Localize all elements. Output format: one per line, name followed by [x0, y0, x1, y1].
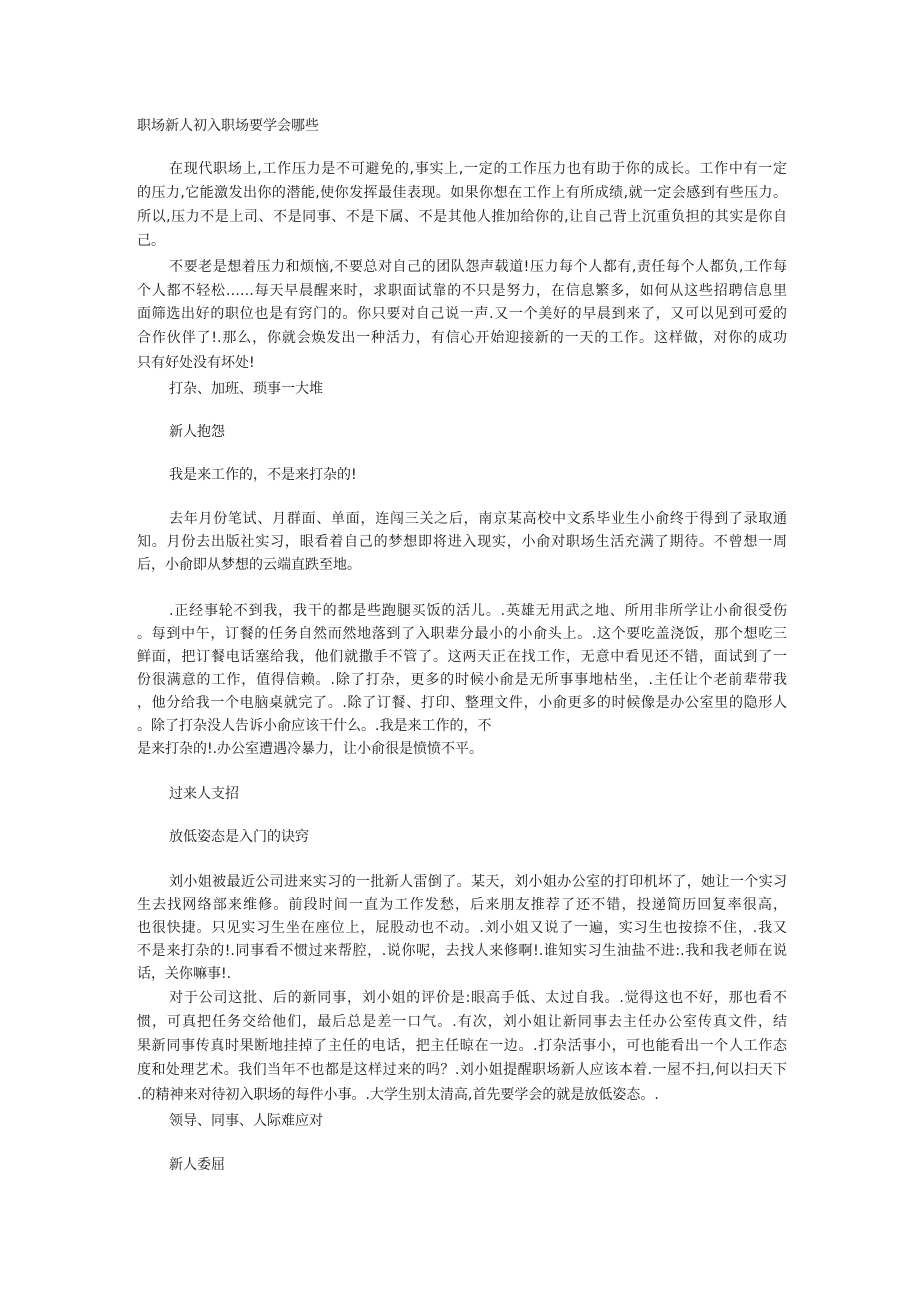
- paragraph-3-line: 去年月份笔试、月群面、单面，连闯三关之后，南京某高校中文系毕业生小俞终于得到了录取通: [169, 511, 787, 527]
- paragraph-5-line: 也很快捷。只见实习生坐在座位上，屁股动也不动。.刘小姐又说了一遍，实习生也按捺不住，.我又: [137, 920, 787, 936]
- section-subheading: 新人委屈: [169, 1157, 225, 1173]
- paragraph-4-line: 是来打杂的!.办公室遭遇冷暴力，让小俞很是愤愤不平。: [137, 741, 484, 757]
- section-subheading: 放低姿态是入门的诀窍: [169, 829, 309, 845]
- section-heading: 领导、同事、人际难应对: [169, 1113, 323, 1129]
- paragraph-4-line: ，他分给我一个电脑桌就完了。.除了订餐、打印、整理文件，小俞更多的时候像是办公室里的隐形人: [137, 695, 787, 711]
- paragraph-2-line: 面筛选出好的职位也是有窍门的。你只要对自己说一声.又一个美好的早晨到来了，又可以见到可爱的: [137, 306, 787, 322]
- paragraph-2-line: 合作伙伴了!.那么，你就会焕发出一种活力，有信心开始迎接新的一天的工作。这样做，对你的成功: [137, 330, 787, 346]
- section-heading: 打杂、加班、琐事一大堆: [169, 381, 323, 397]
- section-heading: 过来人支招: [169, 786, 239, 802]
- paragraph-1-line: 所以,压力不是上司、不是同事、不是下属、不是其他人推加给你的,让自己背上沉重负担的其实是你自: [137, 209, 787, 225]
- quote-line: 我是来工作的，不是来打杂的!: [169, 467, 357, 483]
- paragraph-5-line: 刘小姐被最近公司进来实习的一批新人雷倒了。某天，刘小姐办公室的打印机坏了，她让一个实习: [169, 874, 787, 890]
- paragraph-1-line: 的压力,它能激发出你的潜能,使你发挥最佳表现。如果你想在工作上有所成绩,就一定会感到有些压力。: [137, 185, 787, 201]
- paragraph-6-line: .的精神来对待初入职场的每件小事。.大学生别太清高,首先要学会的就是放低姿态。.: [137, 1087, 659, 1103]
- paragraph-4-line: 鲜面，把订餐电话塞给我，他们就撒手不管了。这两天正在找工作，无意中看见还不错，面试到了一: [137, 649, 787, 665]
- paragraph-6-line: 对于公司这批、后的新同事，刘小姐的评价是:眼高手低、太过自我。.觉得这也不好，那也看不: [169, 990, 787, 1006]
- document-title: 职场新人初入职场要学会哪些: [137, 118, 319, 134]
- paragraph-4-line: 。每到中午，订餐的任务自然而然地落到了入职辈分最小的小俞头上。.这个要吃盖浇饭，那个想吃三: [137, 626, 787, 642]
- paragraph-4-line: 。除了打杂没人告诉小俞应该干什么。.我是来工作的，不: [137, 718, 492, 734]
- paragraph-1-line: 在现代职场上,工作压力是不可避免的,事实上,一定的工作压力也有助于你的成长。工作中有一定: [169, 161, 787, 177]
- section-subheading: 新人抱怨: [169, 424, 225, 440]
- paragraph-3-line: 知。月份去出版社实习，眼看着自己的梦想即将进入现实，小俞对职场生活充满了期待。不曾想一周: [137, 534, 787, 550]
- paragraph-6-line: 度和处理艺术。我们当年不也都是这样过来的吗？.刘小姐提醒职场新人应该本着.一屋不扫,何以扫天下: [137, 1062, 787, 1078]
- paragraph-1-line: 己。: [137, 233, 165, 249]
- paragraph-4-line: 份很满意的工作，值得信赖。.除了打杂，更多的时候小俞是无所事事地枯坐，.主任让个老前辈带我: [137, 672, 787, 688]
- paragraph-2-line: 只有好处没有坏处!: [137, 355, 255, 371]
- paragraph-5-line: 生去找网络部来维修。前段时间一直为工作发愁，后来朋友推荐了还不错，投递简历回复率很高，: [137, 897, 787, 913]
- paragraph-2-line: 个人都不轻松……每天早晨醒来时，求职面试靠的不只是努力，在信息繁多，如何从这些招聘信息里: [137, 283, 787, 299]
- paragraph-6-line: 惯，可真把任务交给他们，最后总是差一口气。.有次，刘小姐让新同事去主任办公室传真文件，结: [137, 1014, 787, 1030]
- paragraph-5-line: 话，关你嘛事!.: [137, 966, 232, 982]
- paragraph-4-line: .正经事轮不到我，我干的都是些跑腿买饭的活儿。.英雄无用武之地、所用非所学让小俞很受伤: [169, 603, 787, 619]
- paragraph-2-line: 不要老是想着压力和烦恼,不要总对自己的团队怨声载道!压力每个人都有,责任每个人都负,工作每: [169, 259, 787, 275]
- paragraph-3-line: 后，小俞即从梦想的云端直跌至地。: [137, 557, 361, 573]
- paragraph-5-line: 不是来打杂的!.同事看不惯过来帮腔，.说你呢，去找人来修啊!.谁知实习生油盐不进:.我和我老师在说: [137, 943, 787, 959]
- paragraph-6-line: 果新同事传真时果断地挂掉了主任的电话，把主任晾在一边。.打杂活事小，可也能看出一个人工作态: [137, 1038, 787, 1054]
